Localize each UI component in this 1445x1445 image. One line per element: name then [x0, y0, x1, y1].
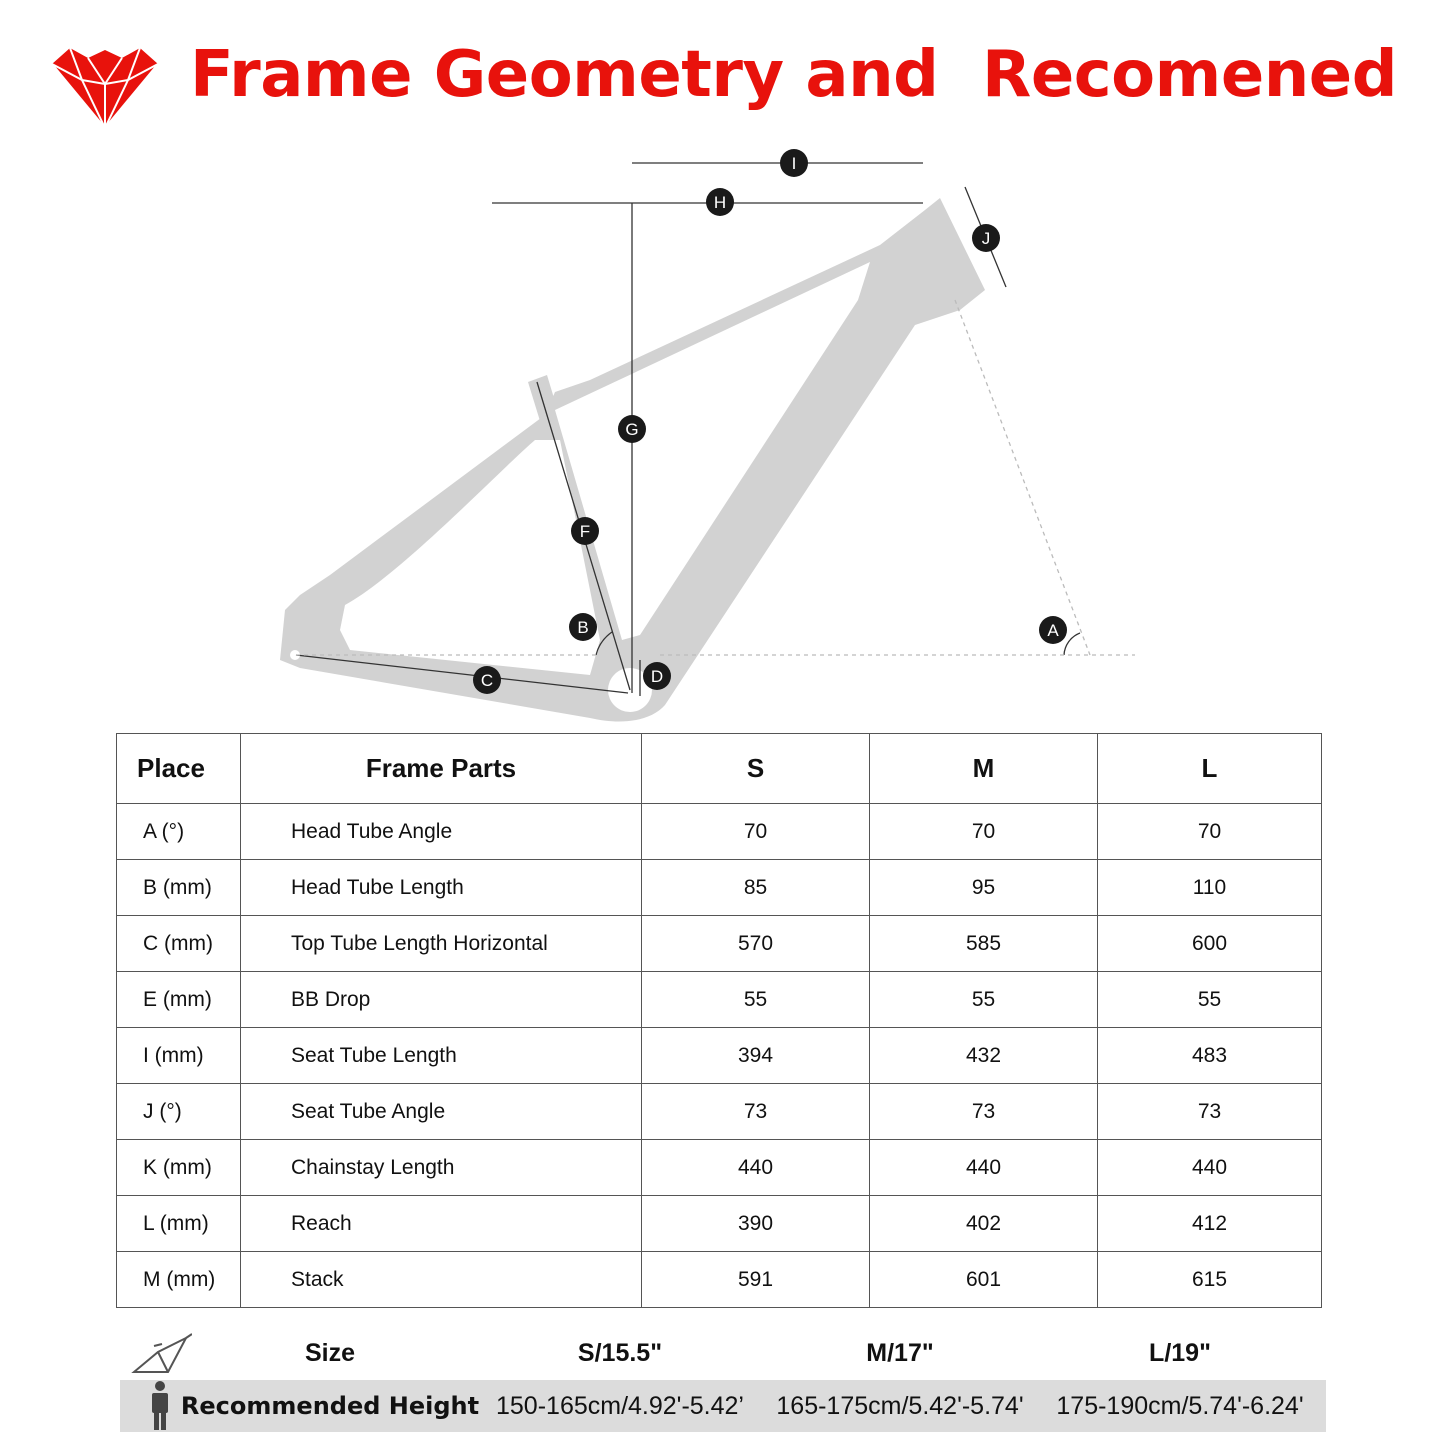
cell-s: 70 [642, 804, 870, 860]
marker-a [1039, 616, 1067, 644]
svg-text:F: F [579, 522, 591, 541]
height-m: 165-175cm/5.42'-5.74' [776, 1391, 1024, 1420]
cell-l: 615 [1098, 1252, 1322, 1308]
cell-s: 85 [642, 860, 870, 916]
size-s: S/15.5" [577, 1338, 663, 1367]
table-row [117, 972, 1322, 1028]
cell-m: 55 [870, 972, 1098, 1028]
cell-m: 70 [870, 804, 1098, 860]
cell-part: Chainstay Length [241, 1140, 642, 1196]
marker-c [473, 666, 501, 694]
header [0, 0, 1445, 140]
svg-text:J: J [981, 229, 991, 248]
cell-place: B (mm) [117, 860, 241, 916]
table-row [117, 804, 1322, 860]
cell-part: BB Drop [241, 972, 642, 1028]
marker-d [643, 662, 671, 690]
cell-s: 570 [642, 916, 870, 972]
table-body [117, 804, 1322, 1308]
bike-frame-icon [128, 1326, 192, 1380]
column-header-m: M [870, 734, 1098, 804]
cell-m: 440 [870, 1140, 1098, 1196]
table-row [117, 1028, 1322, 1084]
cell-place: K (mm) [117, 1140, 241, 1196]
cell-l: 440 [1098, 1140, 1322, 1196]
cell-place: A (°) [117, 804, 241, 860]
cell-l: 412 [1098, 1196, 1322, 1252]
cell-part: Head Tube Length [241, 860, 642, 916]
cell-place: L (mm) [117, 1196, 241, 1252]
cell-m: 601 [870, 1252, 1098, 1308]
height-s: 150-165cm/4.92'-5.42’ [496, 1391, 744, 1420]
svg-text:C: C [480, 671, 494, 690]
table-row [117, 1140, 1322, 1196]
cell-s: 440 [642, 1140, 870, 1196]
cell-s: 55 [642, 972, 870, 1028]
cell-part: Seat Tube Length [241, 1028, 642, 1084]
cell-m: 402 [870, 1196, 1098, 1252]
cell-s: 73 [642, 1084, 870, 1140]
cell-part: Top Tube Length Horizontal [241, 916, 642, 972]
cell-l: 70 [1098, 804, 1322, 860]
cell-m: 585 [870, 916, 1098, 972]
table-row [117, 916, 1322, 972]
cell-s: 591 [642, 1252, 870, 1308]
svg-text:H: H [713, 193, 727, 212]
marker-f [571, 517, 599, 545]
cell-place: J (°) [117, 1084, 241, 1140]
cell-part: Stack [241, 1252, 642, 1308]
column-header-l: L [1098, 734, 1322, 804]
person-icon [146, 1380, 174, 1432]
column-header-frame-parts: Frame Parts [241, 734, 642, 804]
cell-place: C (mm) [117, 916, 241, 972]
cell-place: M (mm) [117, 1252, 241, 1308]
height-l: 175-190cm/5.74'-6.24' [1056, 1391, 1304, 1420]
cell-place: I (mm) [117, 1028, 241, 1084]
svg-text:A: A [1047, 621, 1059, 640]
size-l: L/19" [1149, 1338, 1211, 1367]
geometry-table [116, 733, 1322, 1308]
marker-i [780, 149, 808, 177]
table-row [117, 1196, 1322, 1252]
svg-text:I: I [791, 154, 797, 173]
page-title: Frame Geometry and Recomened [190, 38, 1397, 112]
table-row [117, 1252, 1322, 1308]
size-label: Size [304, 1338, 356, 1367]
cell-l: 73 [1098, 1084, 1322, 1140]
cell-s: 390 [642, 1196, 870, 1252]
cell-s: 394 [642, 1028, 870, 1084]
brand-logo-icon [52, 44, 158, 128]
size-m: M/17" [866, 1338, 934, 1367]
cell-part: Head Tube Angle [241, 804, 642, 860]
cell-l: 600 [1098, 916, 1322, 972]
cell-part: Seat Tube Angle [241, 1084, 642, 1140]
column-header-place: Place [117, 734, 241, 804]
recommended-height-row [120, 1380, 1326, 1432]
svg-text:B: B [577, 618, 589, 637]
cell-part: Reach [241, 1196, 642, 1252]
cell-m: 73 [870, 1084, 1098, 1140]
cell-l: 55 [1098, 972, 1322, 1028]
marker-j [972, 224, 1000, 252]
frame-geometry-diagram [0, 140, 1445, 730]
cell-m: 95 [870, 860, 1098, 916]
marker-g [618, 415, 646, 443]
cell-l: 110 [1098, 860, 1322, 916]
column-header-s: S [642, 734, 870, 804]
table-row [117, 1084, 1322, 1140]
marker-b [569, 613, 597, 641]
recommended-height-label: Recommended Height [180, 1392, 480, 1420]
svg-text:G: G [625, 420, 639, 439]
svg-text:D: D [650, 667, 664, 686]
cell-place: E (mm) [117, 972, 241, 1028]
size-row [120, 1326, 1326, 1380]
marker-h [706, 188, 734, 216]
table-header-row [117, 734, 1322, 804]
cell-m: 432 [870, 1028, 1098, 1084]
cell-l: 483 [1098, 1028, 1322, 1084]
table-row [117, 860, 1322, 916]
